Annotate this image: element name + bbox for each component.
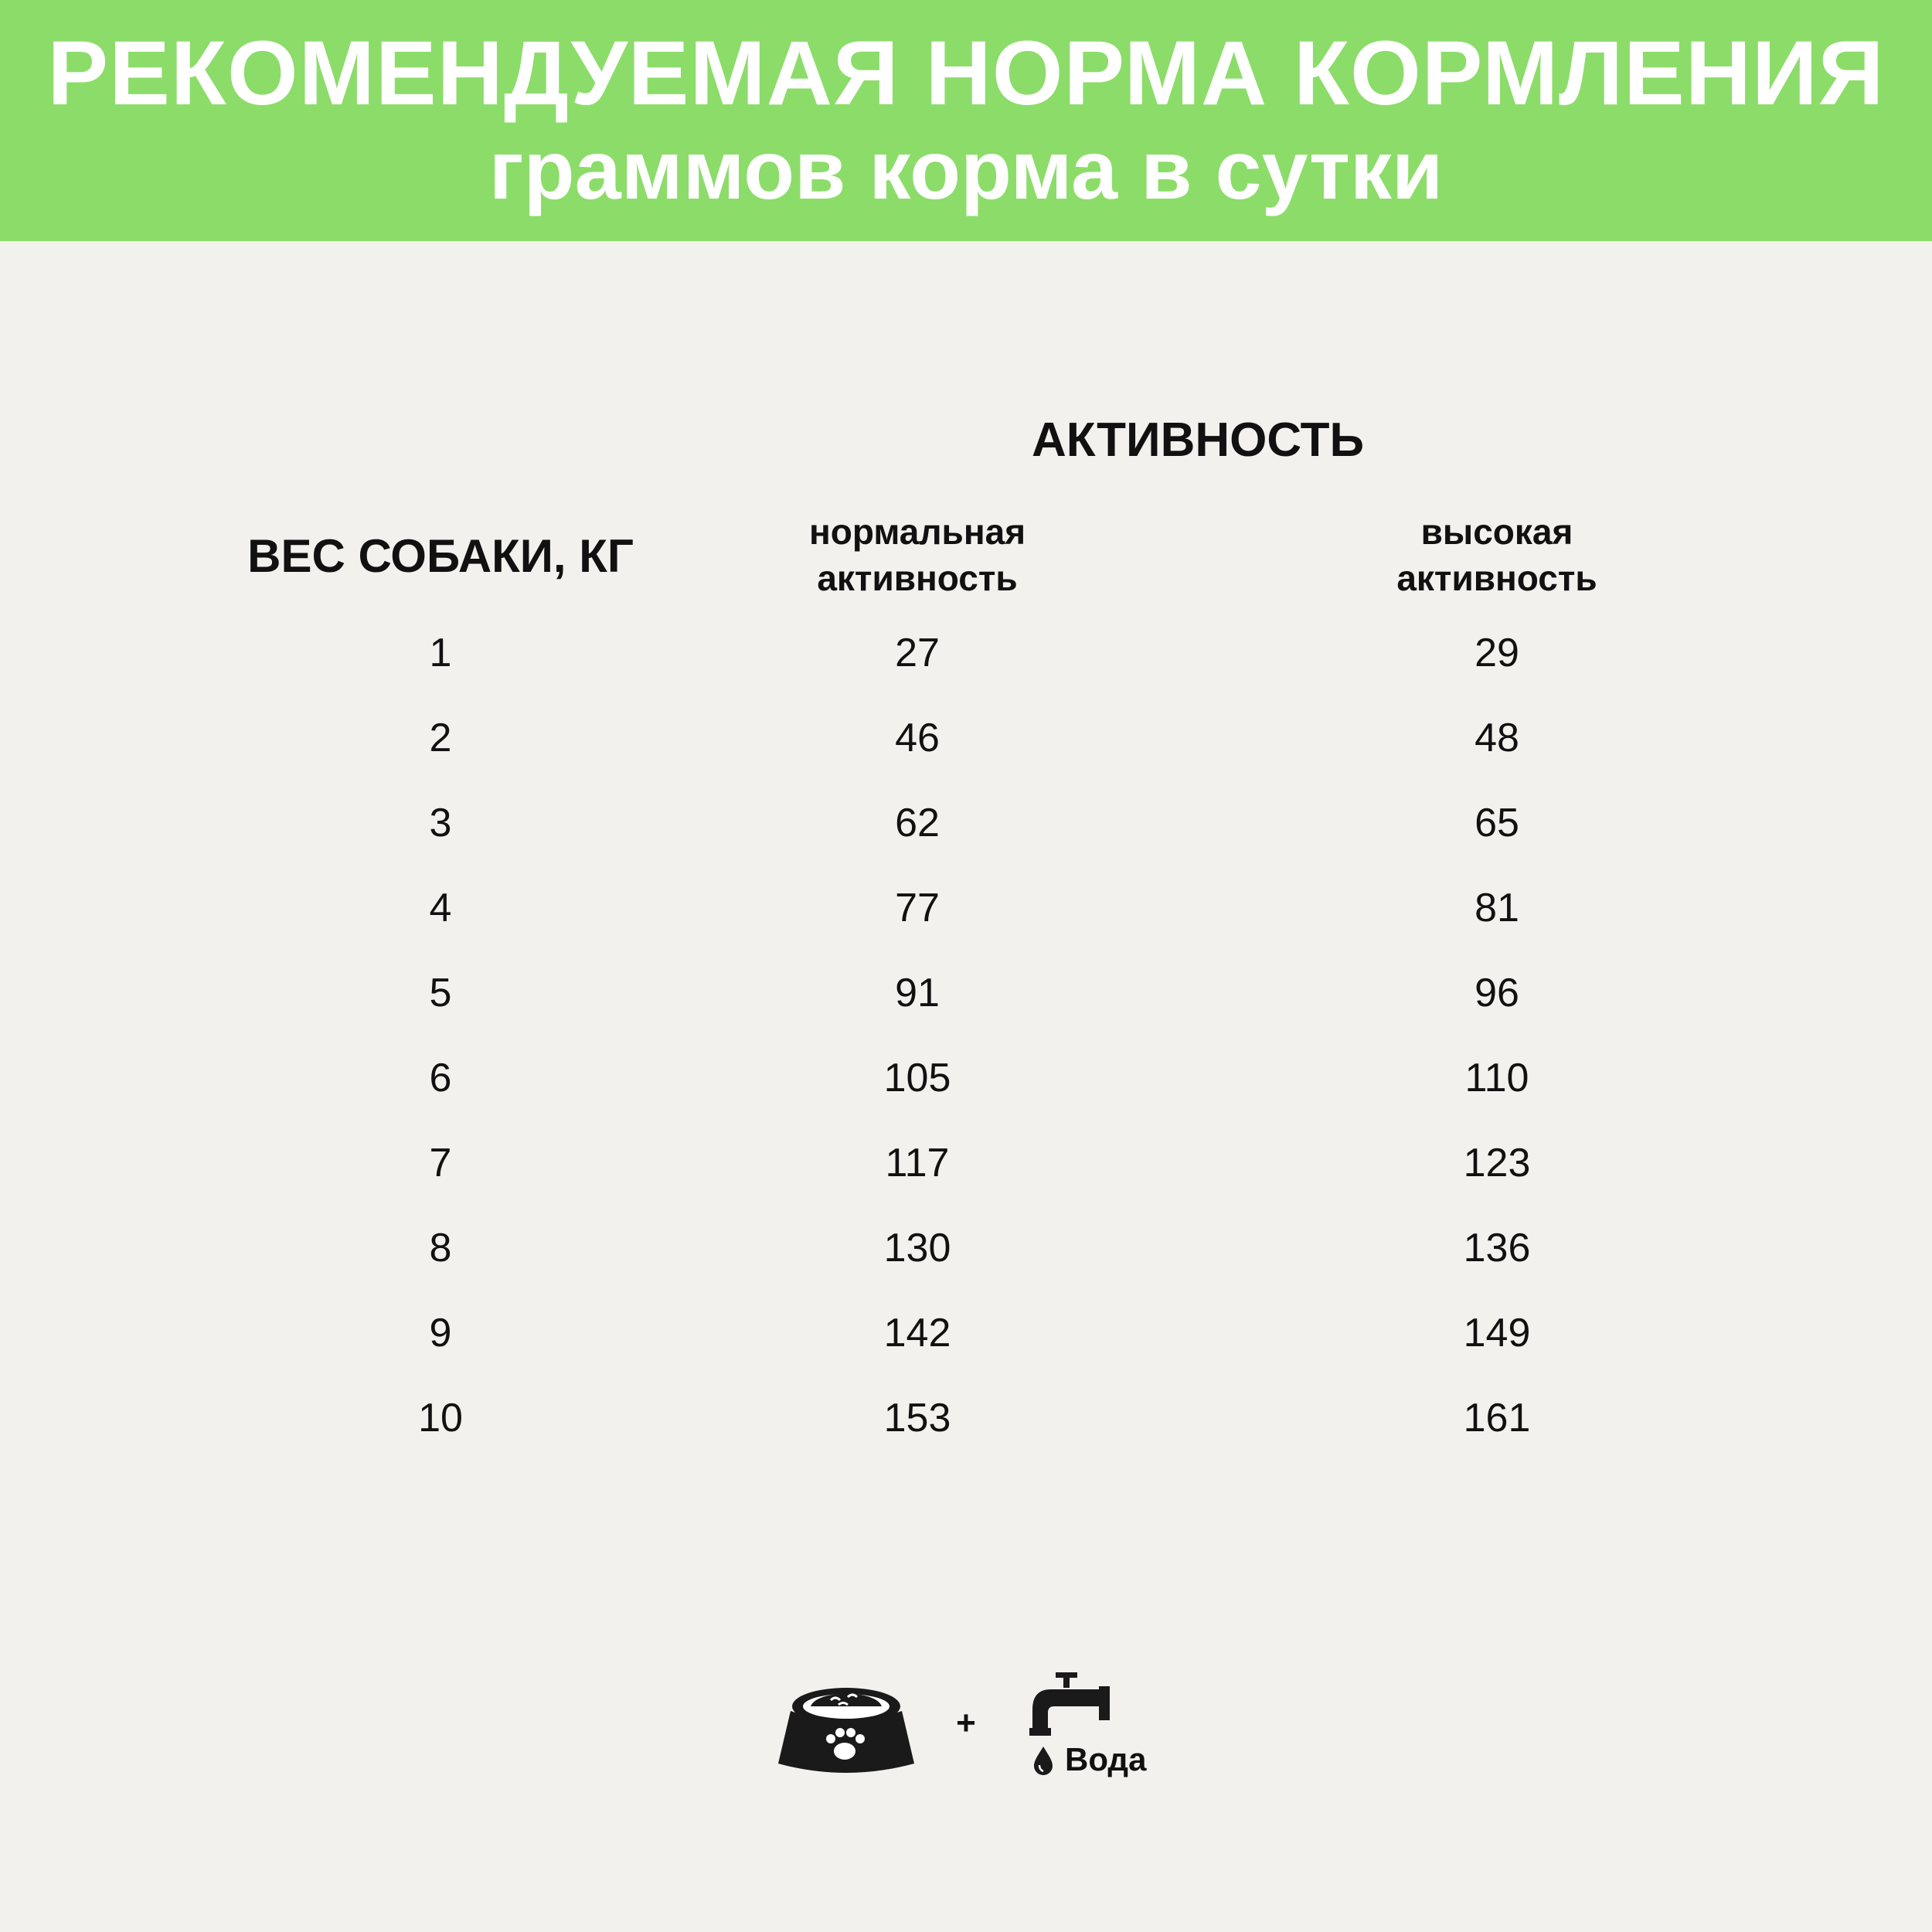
weight-cell: 6: [429, 1056, 452, 1100]
normal-header-line2: активность: [817, 558, 1018, 598]
table-row: [0, 1043, 1932, 1128]
table-row: [0, 618, 1932, 703]
activity-group-header: АКТИВНОСТЬ: [1031, 413, 1365, 467]
water-label: Вода: [1065, 1741, 1147, 1777]
table-row: [0, 873, 1932, 958]
feeding-table-body: [0, 618, 1932, 1468]
high-activity-cell: 29: [1475, 631, 1519, 675]
high-header-line2: активность: [1396, 558, 1597, 598]
table-row: [0, 703, 1932, 788]
normal-activity-cell: 91: [895, 971, 940, 1015]
weight-cell: 1: [429, 631, 452, 675]
page-subtitle: граммов корма в сутки: [488, 123, 1444, 216]
normal-activity-cell: 153: [883, 1396, 951, 1440]
table-row: [0, 1128, 1932, 1213]
high-activity-cell: 161: [1463, 1396, 1531, 1440]
table-row: [0, 1383, 1932, 1468]
normal-activity-cell: 117: [885, 1141, 950, 1185]
weight-cell: 7: [429, 1141, 452, 1185]
weight-column-header: ВЕС СОБАКИ, КГ: [247, 530, 634, 582]
normal-activity-cell: 105: [883, 1056, 951, 1100]
dog-food-bowl-icon: [777, 1677, 916, 1777]
high-activity-cell: 136: [1463, 1226, 1531, 1270]
weight-cell: 3: [429, 801, 452, 845]
high-activity-cell: 149: [1463, 1311, 1531, 1355]
normal-activity-cell: 62: [895, 801, 940, 845]
weight-cell: 10: [418, 1396, 463, 1440]
water-drop-icon: [1032, 1745, 1054, 1776]
header-banner: [0, 0, 1932, 241]
normal-activity-cell: 27: [895, 631, 940, 675]
normal-activity-cell: 142: [883, 1311, 951, 1355]
page-title: РЕКОМЕНДУЕМАЯ НОРМА КОРМЛЕНИЯ: [47, 22, 1885, 124]
table-row: [0, 1298, 1932, 1383]
high-activity-cell: 110: [1464, 1056, 1529, 1100]
normal-activity-cell: 77: [895, 886, 940, 930]
table-row: [0, 958, 1932, 1043]
weight-cell: 4: [429, 886, 452, 930]
water-tap-icon: [1028, 1669, 1113, 1747]
weight-cell: 2: [429, 716, 452, 760]
plus-sign: +: [956, 1704, 976, 1742]
high-activity-cell: 81: [1475, 886, 1519, 930]
normal-activity-cell: 46: [895, 716, 940, 760]
normal-header-line1: нормальная: [808, 512, 1026, 552]
weight-cell: 9: [429, 1311, 452, 1355]
high-activity-cell: 123: [1463, 1141, 1531, 1185]
weight-cell: 5: [429, 971, 452, 1015]
high-activity-column-header: [1265, 509, 1729, 601]
normal-activity-cell: 130: [883, 1226, 951, 1270]
table-row: [0, 788, 1932, 873]
high-activity-cell: 65: [1475, 801, 1519, 845]
normal-activity-column-header: [685, 509, 1149, 601]
table-row: [0, 1213, 1932, 1298]
footer-legend: [0, 1669, 1932, 1785]
high-activity-cell: 96: [1475, 971, 1519, 1015]
high-activity-cell: 48: [1475, 716, 1519, 760]
weight-cell: 8: [429, 1226, 452, 1270]
high-header-line1: высокая: [1420, 512, 1573, 552]
